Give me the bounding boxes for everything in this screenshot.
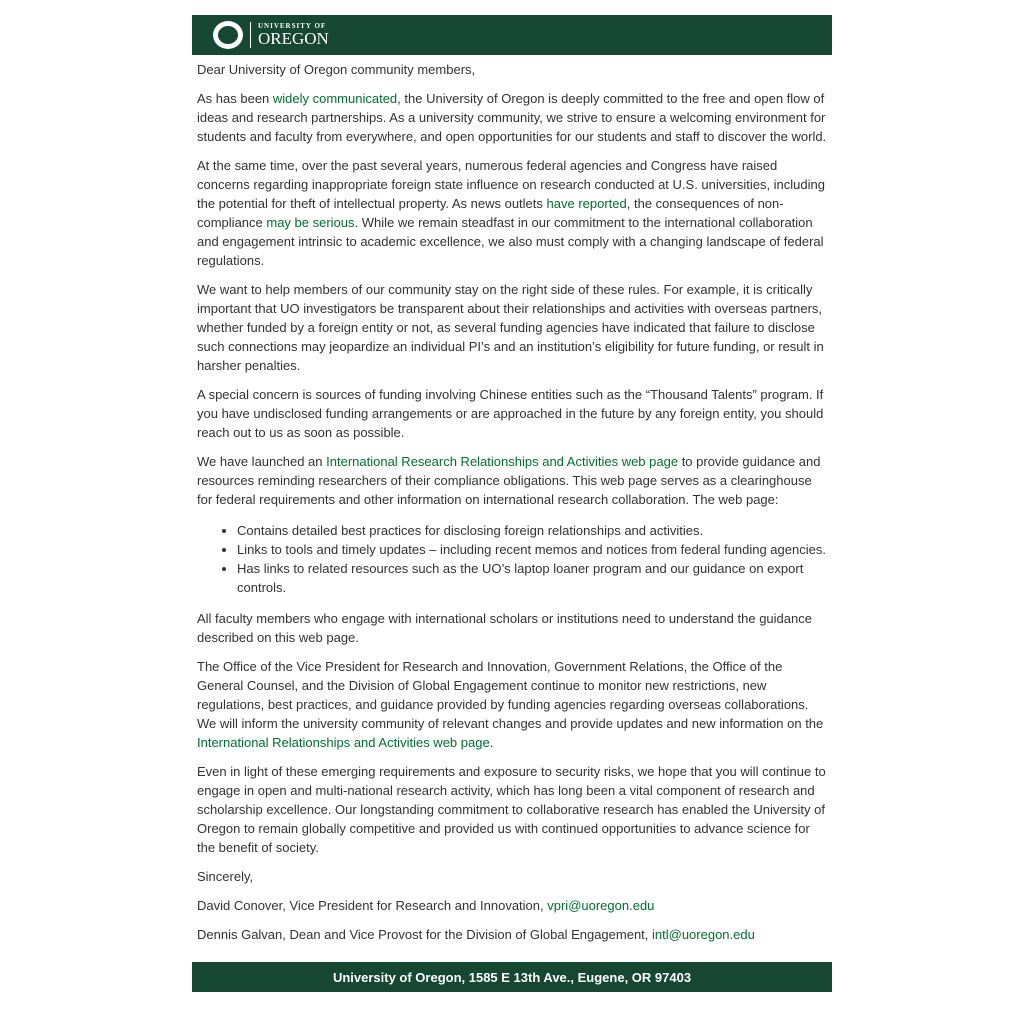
paragraph-7 [197,657,827,752]
text: The Office of the Vice President for Research and Innovation, Government Relations, the Office of the General Counsel, and the Division of Global Engagement continue to monitor new restrictions, new regulations, best practices, and guidance provided by funding agencies regarding overseas collaborations. We will inform the university community of relevant changes and provide updates and new information on the [197,659,824,731]
letter-body [192,60,832,944]
widely-communicated-link[interactable]: widely communicated [272,91,398,106]
paragraph-2 [197,156,827,270]
text: . [489,735,494,750]
text: , the University of Oregon is deeply committed to the free and open flow of ideas and research partnerships. As a university community, we strive to ensure a welcoming environment for students and faculty from everywhere, and open opportunities for our students and staff to discover the world. [197,91,827,144]
text: Sincerely, [197,869,254,884]
text: A special concern is sources of funding involving Chinese entities such as the “Thousand Talents” program. If you have undisclosed funding arrangements or are approached in the future by any foreign entity, you should reach out to us as soon as possible. [197,387,824,440]
list-item: • Links to tools and timely updates – including recent memos and notices from federal funding agencies. [237,540,827,559]
paragraph-1 [197,89,827,146]
text: At the same time, over the past several years, numerous federal agencies and Congress have raised concerns regarding inappropriate foreign state influence on research conducted at U.S. universities, including the potential for theft of intellectual property. As news outlets [197,158,825,211]
text: Dear University of Oregon community members, [197,62,476,77]
greeting [197,60,827,79]
paragraph-5 [197,452,827,509]
uo-o-logo-icon [213,22,243,48]
logo-small-text: UNIVERSITY OF [258,22,327,30]
text: We want to help members of our community stay on the right side of these rules. For example, it is critically important that UO investigators be transparent about their relationships and activities with overseas partners, whether funded by a foreign entity or not, as several funding agencies have indicated that failure to disclose such connections may jeopardize an individual PI’s and an institution’s eligibility for future funding, or result in harsher penalties. [197,282,824,373]
text: to provide guidance and resources reminding researchers of their compliance obligations. This web page serves as a clearinghouse for federal requirements and other information on international research collaboration. The web page: [197,454,821,507]
logo-big-text: OREGON [258,29,329,48]
web-page-features-list [197,521,827,597]
paragraph-3 [197,280,827,375]
text: All faculty members who engage with international scholars or institutions need to understand the guidance described on this web page. [197,611,812,645]
text: Even in light of these emerging requirements and exposure to security risks, we hope that you will continue to engage in open and multi-national research activity, which has long been a vital component of research and scholarship excellence. Our longstanding commitment to collaborative research has enabled the University of Oregon to remain globally competitive and provided us with continued opportunities to advance science for the benefit of society. [197,764,826,855]
logo-divider [250,22,251,48]
text: , the consequences of non-compliance [197,196,784,230]
irra-web-page-link[interactable]: International Research Relationships and Activities web page [326,454,679,469]
footer-address: University of Oregon, 1585 E 13th Ave., Eugene, OR 97403 [192,962,832,992]
header-banner [192,15,832,55]
paragraph-6 [197,609,827,647]
have-reported-link[interactable]: have reported [546,196,627,211]
intl-email-link[interactable]: intl@uoregon.edu [652,927,755,942]
paragraph-4 [197,385,827,442]
text: As has been [197,91,273,106]
email-container [192,15,832,992]
text: Dennis Galvan, Dean and Vice Provost for the Division of Global Engagement, [197,927,653,942]
list-item: • Contains detailed best practices for disclosing foreign relationships and activities. [237,521,827,540]
ira-web-page-link[interactable]: International Relationships and Activities web page [197,735,490,750]
list-item: • Has links to related resources such as the UO’s laptop loaner program and our guidance on export controls. [237,559,827,597]
text: We have launched an [197,454,327,469]
paragraph-8 [197,762,827,857]
text: . While we remain steadfast in our commitment to the international collaboration and engagement intrinsic to academic excellence, we also must comply with a changing landscape of federal regulations. [197,215,824,268]
uo-wordmark [258,23,329,47]
vpri-email-link[interactable]: vpri@uoregon.edu [547,898,655,913]
sign-off [197,867,827,886]
text: David Conover, Vice President for Research and Innovation, [197,898,548,913]
may-be-serious-link[interactable]: may be serious [266,215,355,230]
signature-galvan [197,925,827,944]
signature-conover [197,896,827,915]
